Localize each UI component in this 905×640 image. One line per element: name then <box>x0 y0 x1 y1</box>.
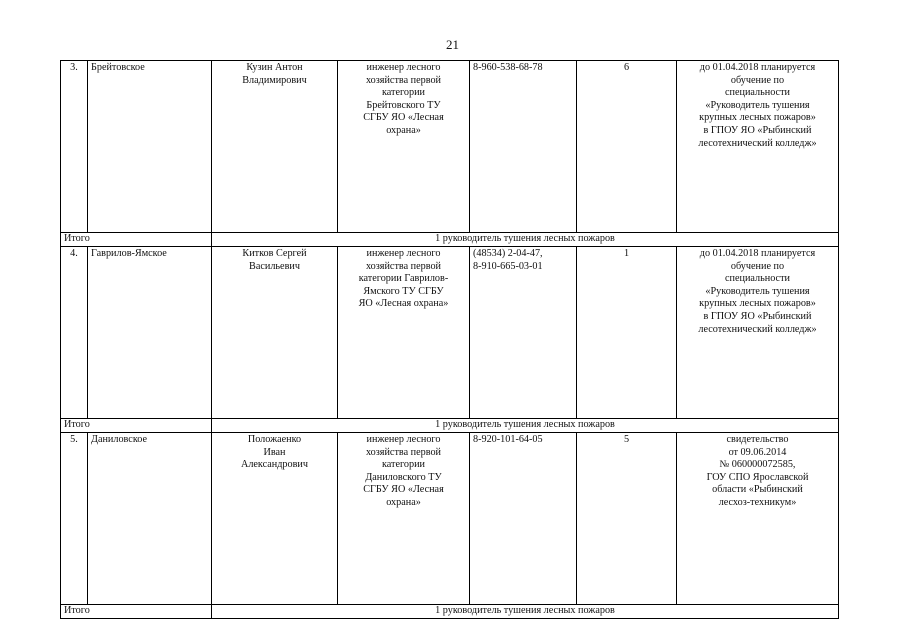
count-value: 5 <box>623 434 630 445</box>
position-line: Ямского ТУ СГБУ <box>363 285 444 297</box>
phone-cell <box>470 433 577 605</box>
district-name: Даниловское <box>91 434 147 445</box>
position-line: ЯО «Лесная охрана» <box>358 298 449 310</box>
phone-line: 8-910-665-03-01 <box>473 260 543 272</box>
note-line: до 01.04.2018 планируется <box>699 62 816 73</box>
person-name-line: Васильевич <box>249 260 300 272</box>
note-line: обучение по <box>730 74 785 86</box>
person-name-line: Кузин Антон <box>246 62 303 73</box>
total-label: Итого <box>64 419 90 430</box>
note-line: обучение по <box>730 260 785 272</box>
note-line: лесхоз-техникум» <box>718 496 797 508</box>
note-line: лесотехнический колледж» <box>698 137 817 149</box>
note-line: лесотехнический колледж» <box>698 323 817 335</box>
table-row <box>61 61 839 233</box>
table-row <box>61 433 839 605</box>
person-name-cell <box>212 433 338 605</box>
position-line: категории <box>381 87 426 99</box>
note-line: в ГПОУ ЯО «Рыбинский <box>703 310 812 322</box>
position-line: инженер лесного <box>366 62 441 73</box>
district-name: Брейтовское <box>91 62 145 73</box>
count-value: 6 <box>623 62 630 73</box>
staff-table <box>60 60 839 619</box>
total-label: Итого <box>64 605 90 616</box>
total-value-cell <box>212 233 839 247</box>
note-line: крупных лесных пожаров» <box>699 112 816 124</box>
row-number-cell <box>61 247 88 419</box>
note-line: ГОУ СПО Ярославской <box>706 471 809 483</box>
note-cell <box>677 247 839 419</box>
note-line: специальности <box>725 273 790 285</box>
note-line: «Руководитель тушения <box>705 285 810 297</box>
person-name-cell <box>212 247 338 419</box>
phone-line: 8-920-101-64-05 <box>473 434 543 445</box>
table-row <box>61 247 839 419</box>
note-line: в ГПОУ ЯО «Рыбинский <box>703 124 812 136</box>
position-line: инженер лесного <box>366 248 441 259</box>
position-line: Даниловского ТУ <box>365 471 442 483</box>
total-row <box>61 419 839 433</box>
position-cell <box>338 61 470 233</box>
position-line: инженер лесного <box>366 434 441 445</box>
note-line: специальности <box>725 87 790 99</box>
position-line: охрана» <box>386 496 421 508</box>
position-line: СГБУ ЯО «Лесная <box>363 484 444 496</box>
note-line: крупных лесных пожаров» <box>699 298 816 310</box>
count-value: 1 <box>623 248 630 259</box>
position-cell <box>338 433 470 605</box>
position-line: СГБУ ЯО «Лесная <box>363 112 444 124</box>
total-value: 1 руководитель тушения лесных пожаров <box>435 419 615 430</box>
total-row <box>61 605 839 619</box>
row-number: 3. <box>70 62 78 73</box>
table-body <box>61 61 839 619</box>
note-line: свидетельство <box>726 434 789 445</box>
total-row <box>61 233 839 247</box>
count-cell <box>577 247 677 419</box>
district-cell <box>88 61 212 233</box>
note-line: от 09.06.2014 <box>728 446 787 458</box>
person-name-line: Китков Сергей <box>242 248 307 259</box>
note-line: № 060000072585, <box>719 459 796 471</box>
total-value-cell <box>212 605 839 619</box>
phone-cell <box>470 61 577 233</box>
total-value: 1 руководитель тушения лесных пожаров <box>435 233 615 244</box>
note-line: до 01.04.2018 планируется <box>699 248 816 259</box>
note-cell <box>677 61 839 233</box>
phone-line: (48534) 2-04-47, <box>473 248 543 259</box>
person-name-line: Александрович <box>240 459 309 471</box>
position-line: хозяйства первой <box>365 74 442 86</box>
person-name-line: Владимирович <box>242 74 307 86</box>
position-line: Брейтовского ТУ <box>366 99 441 111</box>
total-label-cell <box>61 233 212 247</box>
row-number: 4. <box>70 248 78 259</box>
row-number-cell <box>61 433 88 605</box>
person-name-line: Положаенко <box>247 434 302 445</box>
district-cell <box>88 433 212 605</box>
position-line: категории Гаврилов- <box>358 273 449 285</box>
district-name: Гаврилов-Ямское <box>91 248 167 259</box>
total-value: 1 руководитель тушения лесных пожаров <box>435 605 615 616</box>
phone-line: 8-960-538-68-78 <box>473 62 543 73</box>
total-label-cell <box>61 605 212 619</box>
note-line: области «Рыбинский <box>712 484 803 496</box>
row-number-cell <box>61 61 88 233</box>
district-cell <box>88 247 212 419</box>
count-cell <box>577 433 677 605</box>
position-line: хозяйства первой <box>365 446 442 458</box>
person-name-cell <box>212 61 338 233</box>
total-label-cell <box>61 419 212 433</box>
person-name-line: Иван <box>263 446 286 458</box>
position-line: хозяйства первой <box>365 260 442 272</box>
note-line: «Руководитель тушения <box>705 99 810 111</box>
phone-cell <box>470 247 577 419</box>
row-number: 5. <box>70 434 78 445</box>
position-cell <box>338 247 470 419</box>
page-number: 21 <box>446 37 459 52</box>
total-value-cell <box>212 419 839 433</box>
position-line: категории <box>381 459 426 471</box>
position-line: охрана» <box>386 124 421 136</box>
total-label: Итого <box>64 233 90 244</box>
note-cell <box>677 433 839 605</box>
count-cell <box>577 61 677 233</box>
